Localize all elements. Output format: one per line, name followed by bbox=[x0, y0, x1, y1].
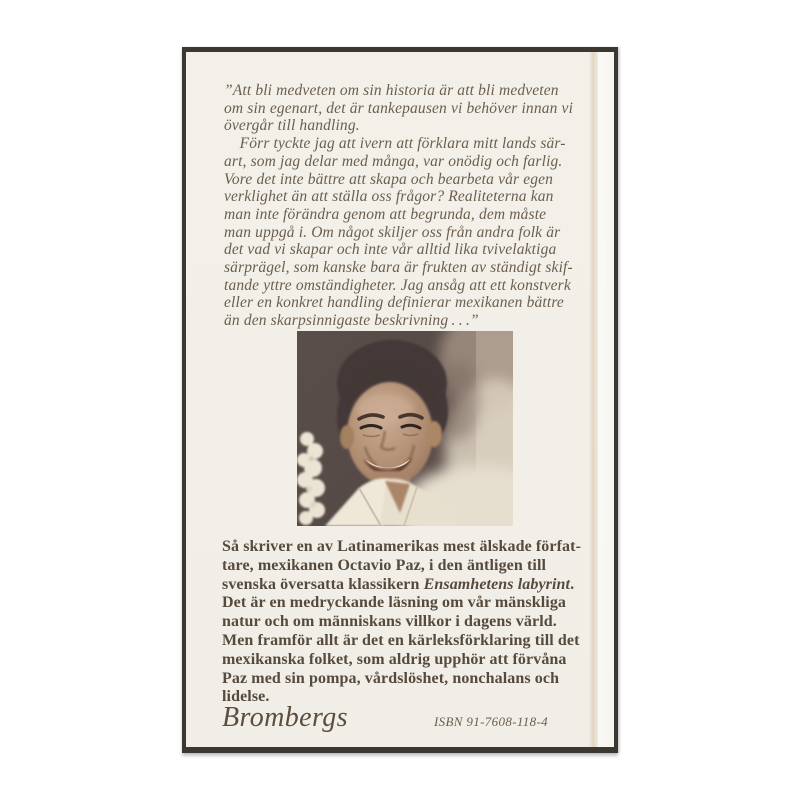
quote-text: ”Att bli medveten om sin historia är att bli medveten om sin egenart, det är tankepausen vi behöver innan vi övergår till handling. Förr tyckte jag att ivern att förklara mitt lands sär- art, som jag delar med många, var onödig och farlig. Vore det inte bättre att skapa och bearbeta vår egen verklighet än att ställa oss frågor? Realiteterna kan man inte förändra genom att begrunda, dem måste man uppgå i. Om något skiljer oss från andra folk är det vad vi skapar och inte vår alltid lika tvivelaktiga särprägel, som kanske bara är frukten av ständigt skif- tande yttre omständigheter. Jag ansåg att ett konstverk eller en konkret handling definierar mexikanen bättre än den skarpsinnigaste beskrivning . . .” bbox=[224, 82, 574, 330]
cover-edge-highlight bbox=[598, 52, 614, 747]
description-text: Så skriver en av Latinamerikas mest älskade förfat- tare, mexikanen Octavio Paz, i den äntligen till svenska översatta klassikern Ensamhetens labyrint. Det är en medryckande läsning om vår mänskliga natur och om människans villkor i dagens värld. Men framför allt är det en kärleksförklaring till det mexikanska folket, som aldrig upphör att förvåna Paz med sin pompa, vårdslöshet, nonchalans och lidelse. bbox=[222, 538, 581, 706]
cover-inner bbox=[186, 52, 614, 747]
book-back-cover bbox=[182, 47, 618, 753]
author-portrait-photo bbox=[297, 331, 513, 526]
isbn-number: ISBN 91-7608-118-4 bbox=[433, 714, 548, 729]
publisher-name: Brombergs bbox=[222, 702, 348, 733]
footer-row bbox=[222, 700, 548, 736]
author-portrait-image bbox=[297, 331, 513, 526]
spine-crease bbox=[589, 52, 598, 747]
